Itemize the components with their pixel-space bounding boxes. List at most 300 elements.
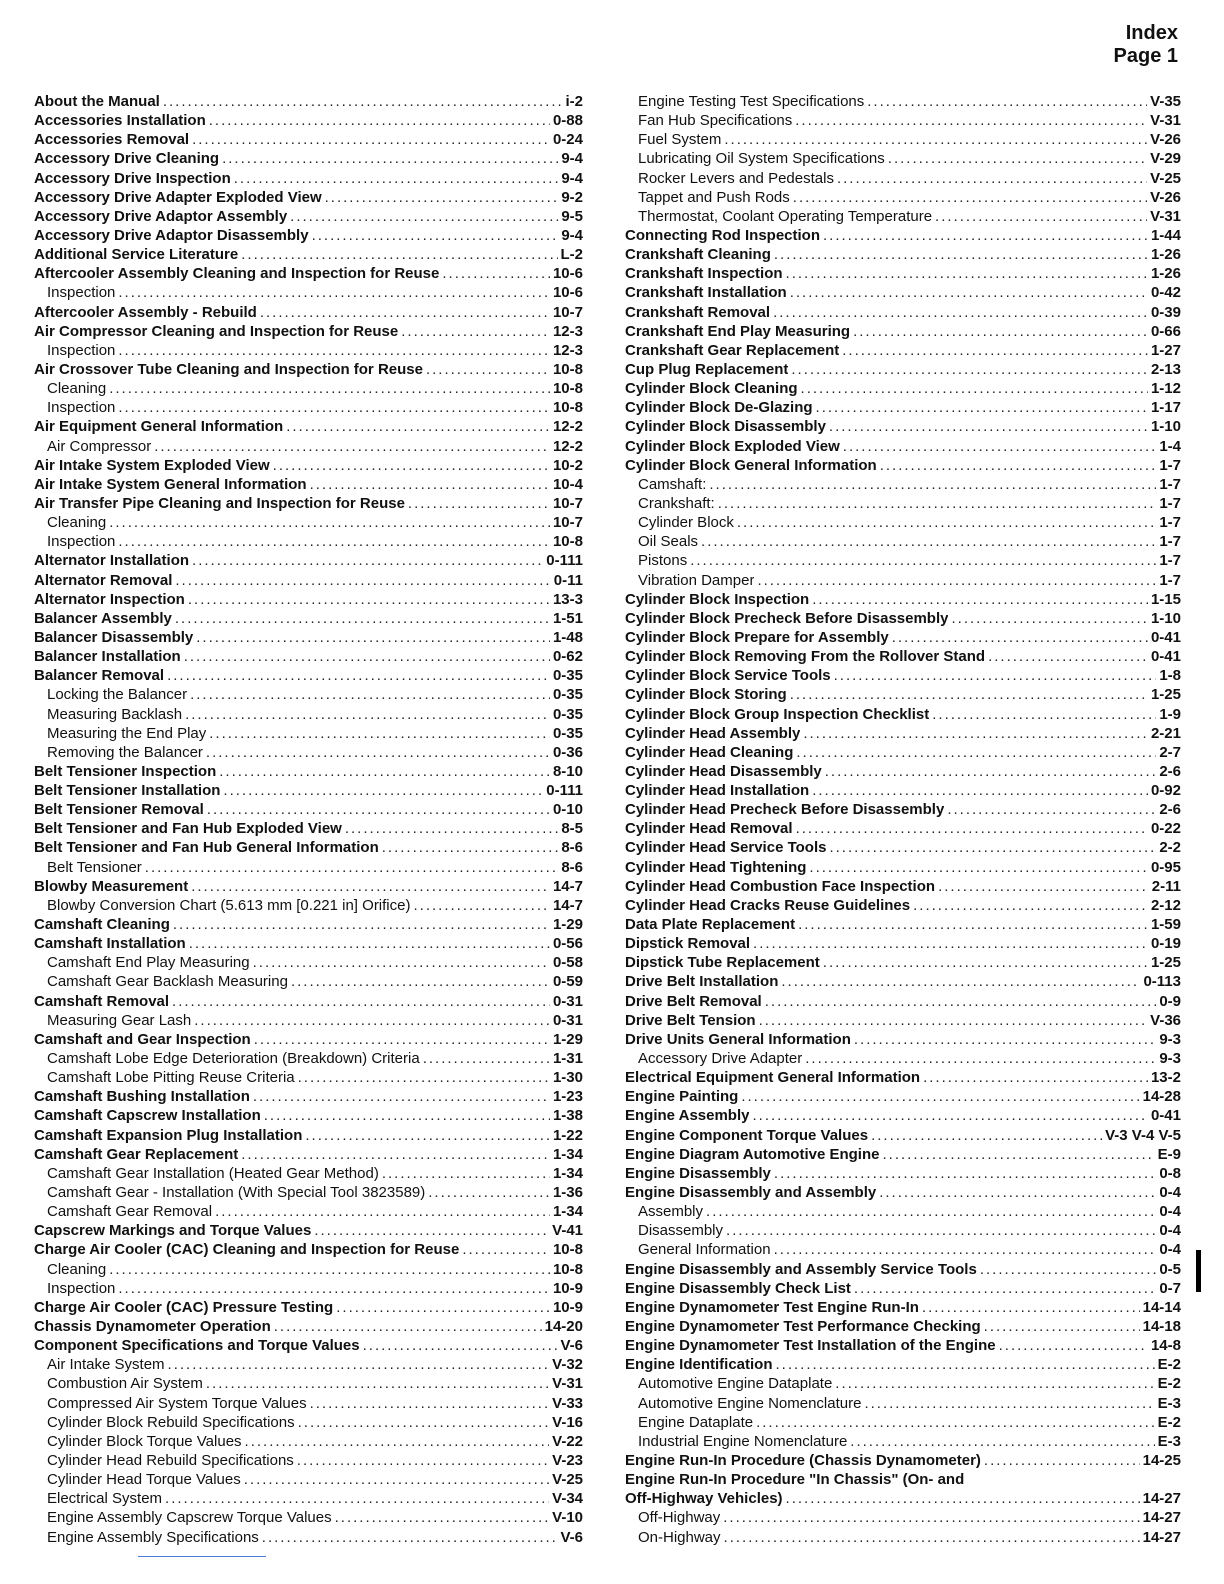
index-entry-title: Cylinder Head Precheck Before Disassembly bbox=[625, 801, 945, 819]
index-entry-title: Removing the Balancer bbox=[47, 743, 203, 761]
dot-leader bbox=[892, 628, 1148, 647]
dot-leader bbox=[737, 513, 1156, 532]
index-entry-title: Engine Disassembly and Assembly Service Tools bbox=[625, 1260, 977, 1278]
dot-leader bbox=[408, 494, 550, 513]
dot-leader bbox=[803, 724, 1148, 743]
dot-leader bbox=[988, 647, 1148, 666]
dot-leader bbox=[314, 1221, 549, 1240]
index-entry bbox=[625, 360, 1181, 379]
dot-leader bbox=[935, 207, 1147, 226]
index-entry bbox=[34, 1087, 583, 1106]
index-entry-page: 12-2 bbox=[552, 418, 583, 436]
index-entry-page: 2-21 bbox=[1150, 724, 1181, 742]
index-entry-page: V-6 bbox=[560, 1337, 583, 1355]
index-entry-title: Engine Identification bbox=[625, 1356, 773, 1374]
dot-leader bbox=[336, 1298, 550, 1317]
index-entry bbox=[625, 1164, 1181, 1183]
index-entry-page: 2-7 bbox=[1159, 743, 1181, 761]
index-entry-page: 14-27 bbox=[1142, 1509, 1181, 1527]
index-entry-title: Oil Seals bbox=[638, 533, 699, 551]
index-entry-title: Camshaft Lobe Pitting Reuse Criteria bbox=[47, 1069, 295, 1087]
index-entry-page: 10-8 bbox=[552, 399, 583, 417]
dot-leader bbox=[864, 1394, 1154, 1413]
dot-leader bbox=[752, 1106, 1147, 1125]
index-entry-title: Alternator Inspection bbox=[34, 590, 185, 608]
section-tab-marker bbox=[1196, 1250, 1201, 1292]
index-entry bbox=[34, 264, 583, 283]
index-entry bbox=[625, 1432, 1181, 1451]
index-entry-page: 0-58 bbox=[552, 954, 583, 972]
index-entry bbox=[34, 207, 583, 226]
index-entry-title: Aftercooler Assembly - Rebuild bbox=[34, 303, 257, 321]
index-entry bbox=[34, 188, 583, 207]
index-entry-page: V-31 bbox=[552, 1375, 583, 1393]
index-entry bbox=[34, 1221, 583, 1240]
index-entry-page: 12-3 bbox=[552, 341, 583, 359]
index-entry-page: 0-62 bbox=[552, 648, 583, 666]
index-entry bbox=[625, 532, 1181, 551]
index-entry-page: 1-36 bbox=[552, 1184, 583, 1202]
index-entry bbox=[625, 647, 1181, 666]
index-entry-page: 1-25 bbox=[1150, 954, 1181, 972]
index-entry-title: Cleaning bbox=[47, 1260, 107, 1278]
index-entry-page: 2-12 bbox=[1150, 896, 1181, 914]
index-entry-title: Rocker Levers and Pedestals bbox=[638, 169, 834, 187]
dot-leader bbox=[776, 1355, 1155, 1374]
index-entry-page: 14-28 bbox=[1142, 1088, 1181, 1106]
index-entry bbox=[34, 379, 583, 398]
dot-leader bbox=[823, 953, 1148, 972]
index-entry-title: Automotive Engine Dataplate bbox=[638, 1375, 833, 1393]
index-entry bbox=[625, 149, 1181, 168]
dot-leader bbox=[184, 647, 550, 666]
index-entry bbox=[625, 877, 1181, 896]
index-entry bbox=[625, 915, 1181, 934]
index-entry-page: 1-38 bbox=[552, 1107, 583, 1125]
index-entry-title: Crankshaft End Play Measuring bbox=[625, 322, 851, 340]
dot-leader bbox=[310, 475, 550, 494]
index-entry bbox=[625, 130, 1181, 149]
index-entry bbox=[625, 934, 1181, 953]
index-entry-page: 1-10 bbox=[1150, 609, 1181, 627]
dot-leader bbox=[264, 1106, 550, 1125]
index-entry bbox=[34, 705, 583, 724]
index-entry-title: Thermostat, Coolant Operating Temperature bbox=[638, 207, 933, 225]
index-entry-title: Belt Tensioner and Fan Hub Exploded View bbox=[34, 820, 342, 838]
dot-leader bbox=[401, 322, 550, 341]
index-entry-page: 0-113 bbox=[1143, 973, 1181, 991]
index-entry bbox=[625, 1049, 1181, 1068]
dot-leader bbox=[812, 781, 1148, 800]
index-entry-page: 10-6 bbox=[552, 265, 583, 283]
index-entry-page: 0-35 bbox=[552, 686, 583, 704]
index-entry-page: 1-7 bbox=[1159, 494, 1181, 512]
index-entry bbox=[625, 992, 1181, 1011]
index-entry-title: Belt Tensioner Installation bbox=[34, 782, 221, 800]
dot-leader bbox=[207, 800, 550, 819]
index-entry-page: 10-9 bbox=[552, 1279, 583, 1297]
index-entry-page: V-25 bbox=[1150, 169, 1181, 187]
dot-leader bbox=[298, 1068, 550, 1087]
index-entry-page: 0-22 bbox=[1150, 820, 1181, 838]
index-entry-title: Inspection bbox=[47, 399, 116, 417]
index-entry-page: V-36 bbox=[1150, 1011, 1181, 1029]
index-entry-title: Cylinder Block Removing From the Rollover Stand bbox=[625, 648, 986, 666]
index-entry bbox=[34, 762, 583, 781]
index-entry bbox=[625, 724, 1181, 743]
index-entry-page: V-31 bbox=[1150, 207, 1181, 225]
index-entry bbox=[34, 1528, 583, 1547]
index-entry bbox=[625, 379, 1181, 398]
index-entry-title: Combustion Air System bbox=[47, 1375, 203, 1393]
index-entry-title: Blowby Measurement bbox=[34, 877, 189, 895]
index-entry-title: Charge Air Cooler (CAC) Cleaning and Inspection for Reuse bbox=[34, 1241, 460, 1259]
index-entry-page: 0-10 bbox=[552, 801, 583, 819]
index-entry-title: Cylinder Block Disassembly bbox=[625, 418, 826, 436]
dot-leader bbox=[191, 877, 550, 896]
index-entry-title: Off-Highway bbox=[638, 1509, 721, 1527]
index-entry-page: V-10 bbox=[552, 1509, 583, 1527]
dot-leader bbox=[145, 858, 559, 877]
index-entry-title: Engine Disassembly bbox=[625, 1164, 771, 1182]
dot-leader bbox=[843, 437, 1157, 456]
dot-leader bbox=[805, 1049, 1156, 1068]
index-entry-page: 1-25 bbox=[1150, 686, 1181, 704]
dot-leader bbox=[795, 111, 1147, 130]
index-entry-page: 0-24 bbox=[552, 131, 583, 149]
index-entry-title: Tappet and Push Rods bbox=[638, 188, 790, 206]
dot-leader bbox=[206, 1374, 549, 1393]
dot-leader bbox=[791, 360, 1148, 379]
index-entry-page: 9-3 bbox=[1159, 1050, 1181, 1068]
index-entry-page: 10-8 bbox=[552, 1241, 583, 1259]
index-entry bbox=[625, 743, 1181, 762]
index-entry bbox=[34, 1413, 583, 1432]
dot-leader bbox=[254, 1030, 550, 1049]
index-entry-page: V-41 bbox=[552, 1222, 583, 1240]
index-entry-title: Camshaft Bushing Installation bbox=[34, 1088, 250, 1106]
index-entry bbox=[34, 1011, 583, 1030]
dot-leader bbox=[223, 781, 543, 800]
index-entry bbox=[625, 437, 1181, 456]
index-entry bbox=[34, 953, 583, 972]
index-entry-title: Cylinder Block Storing bbox=[625, 686, 787, 704]
index-entry-title: Cylinder Head Cracks Reuse Guidelines bbox=[625, 896, 911, 914]
index-entry-page: 0-39 bbox=[1150, 303, 1181, 321]
dot-leader bbox=[209, 111, 550, 130]
index-entry-title: Crankshaft Gear Replacement bbox=[625, 341, 840, 359]
index-entry-page: 0-92 bbox=[1150, 782, 1181, 800]
dot-leader bbox=[854, 1030, 1156, 1049]
index-entry-title: Engine Run-In Procedure (Chassis Dynamometer) bbox=[625, 1451, 981, 1469]
dot-leader bbox=[690, 551, 1156, 570]
index-entry-page: 1-22 bbox=[552, 1126, 583, 1144]
index-entry-title: Data Plate Replacement bbox=[625, 916, 796, 934]
index-entry-page: 8-6 bbox=[561, 839, 583, 857]
index-entry bbox=[625, 417, 1181, 436]
index-entry bbox=[625, 590, 1181, 609]
index-entry-page: V-25 bbox=[552, 1471, 583, 1489]
dot-leader bbox=[305, 1126, 550, 1145]
index-entry bbox=[625, 1470, 1181, 1489]
index-entry bbox=[625, 1413, 1181, 1432]
index-entry-page: 1-4 bbox=[1159, 437, 1181, 455]
index-entry-title: Inspection bbox=[47, 533, 116, 551]
index-entry-title: Air Compressor bbox=[47, 437, 152, 455]
dot-leader bbox=[209, 724, 550, 743]
dot-leader bbox=[774, 245, 1148, 264]
index-entry-page: 0-111 bbox=[546, 552, 583, 570]
index-entry bbox=[625, 1508, 1181, 1527]
index-entry bbox=[625, 666, 1181, 685]
index-entry bbox=[625, 1355, 1181, 1374]
dot-leader bbox=[206, 743, 550, 762]
dot-leader bbox=[871, 1126, 1102, 1145]
index-entry-title: Cylinder Head Rebuild Specifications bbox=[47, 1451, 294, 1469]
index-entry bbox=[34, 781, 583, 800]
index-entry-title: Industrial Engine Nomenclature bbox=[638, 1432, 848, 1450]
dot-leader bbox=[241, 1145, 550, 1164]
index-entry-title: Cylinder Head Tightening bbox=[625, 858, 807, 876]
index-entry-title: Cylinder Block Rebuild Specifications bbox=[47, 1413, 295, 1431]
index-entry-title: Engine Dynamometer Test Engine Run-In bbox=[625, 1298, 919, 1316]
index-entry bbox=[34, 1202, 583, 1221]
index-entry-title: Cylinder Block Exploded View bbox=[625, 437, 840, 455]
index-entry-title: Belt Tensioner Removal bbox=[34, 801, 204, 819]
index-entry-page: 9-4 bbox=[561, 169, 583, 187]
index-entry-page: 14-20 bbox=[544, 1318, 583, 1335]
dot-leader bbox=[922, 1298, 1140, 1317]
index-entry bbox=[34, 1279, 583, 1298]
index-entry-page: 14-7 bbox=[552, 877, 583, 895]
dot-leader bbox=[798, 915, 1148, 934]
index-entry bbox=[625, 169, 1181, 188]
index-entry bbox=[625, 1298, 1181, 1317]
index-entry-title: Off-Highway Vehicles) bbox=[625, 1490, 783, 1508]
index-entry bbox=[34, 149, 583, 168]
index-entry-page: 1-9 bbox=[1159, 705, 1181, 723]
dot-leader bbox=[273, 456, 550, 475]
index-entry-page: 0-36 bbox=[552, 743, 583, 761]
dot-leader bbox=[726, 1221, 1156, 1240]
index-entry-title: Camshaft Removal bbox=[34, 992, 170, 1010]
index-entry bbox=[625, 705, 1181, 724]
index-entry bbox=[34, 571, 583, 590]
dot-leader bbox=[701, 532, 1156, 551]
index-entry-title: Cylinder Block Cleaning bbox=[625, 380, 798, 398]
index-entry bbox=[34, 1164, 583, 1183]
index-entry-page: 0-19 bbox=[1150, 935, 1181, 953]
index-entry-title: Inspection bbox=[47, 341, 116, 359]
index-entry-title: Engine Assembly Capscrew Torque Values bbox=[47, 1509, 332, 1527]
index-entry bbox=[625, 628, 1181, 647]
dot-leader bbox=[118, 341, 550, 360]
index-entry-title: Engine Component Torque Values bbox=[625, 1126, 869, 1144]
index-entry bbox=[625, 92, 1181, 111]
dot-leader bbox=[462, 1240, 550, 1259]
index-entry-title: Air Transfer Pipe Cleaning and Inspection for Reuse bbox=[34, 494, 405, 512]
dot-leader bbox=[786, 264, 1148, 283]
dot-leader bbox=[812, 590, 1148, 609]
index-entry-title: Engine Disassembly Check List bbox=[625, 1279, 851, 1297]
index-entry-title: Camshaft: bbox=[638, 475, 707, 493]
dot-leader bbox=[829, 417, 1148, 436]
index-entry-title: Air Equipment General Information bbox=[34, 418, 284, 436]
dot-leader bbox=[984, 1317, 1140, 1336]
index-entry bbox=[34, 877, 583, 896]
index-entry-title: Drive Belt Tension bbox=[625, 1011, 756, 1029]
dot-leader bbox=[809, 858, 1148, 877]
index-entry-title: Inspection bbox=[47, 284, 116, 302]
dot-leader bbox=[867, 92, 1147, 111]
index-column-left bbox=[34, 92, 583, 1547]
index-entry bbox=[625, 858, 1181, 877]
index-entry-title: Cylinder Head Installation bbox=[625, 782, 810, 800]
index-entry bbox=[625, 264, 1181, 283]
index-entry-title: Cylinder Head Combustion Face Inspection bbox=[625, 877, 936, 895]
index-entry bbox=[34, 743, 583, 762]
index-entry-title: Camshaft End Play Measuring bbox=[47, 954, 250, 972]
index-entry-page: 10-7 bbox=[552, 303, 583, 321]
index-entry bbox=[34, 1145, 583, 1164]
index-entry-page: 13-2 bbox=[1150, 1069, 1181, 1087]
index-entry-title: Engine Run-In Procedure "In Chassis" (On- and bbox=[625, 1471, 965, 1489]
index-entry bbox=[34, 360, 583, 379]
index-entry-page: 1-12 bbox=[1150, 380, 1181, 398]
index-entry bbox=[625, 762, 1181, 781]
dot-leader bbox=[260, 303, 550, 322]
index-entry-title: Crankshaft: bbox=[638, 494, 715, 512]
index-entry-page: 1-34 bbox=[552, 1145, 583, 1163]
index-entry bbox=[625, 1221, 1181, 1240]
index-entry-page: 10-8 bbox=[552, 360, 583, 378]
dot-leader bbox=[756, 1413, 1155, 1432]
index-entry-title: Air Compressor Cleaning and Inspection for Reuse bbox=[34, 322, 399, 340]
dot-leader bbox=[262, 1528, 558, 1547]
index-entry bbox=[625, 1145, 1181, 1164]
index-entry-page: V-26 bbox=[1150, 188, 1181, 206]
index-entry-title: Cleaning bbox=[47, 380, 107, 398]
index-entry bbox=[34, 1470, 583, 1489]
dot-leader bbox=[773, 303, 1148, 322]
index-entry-title: Cylinder Block Service Tools bbox=[625, 667, 831, 685]
index-entry-title: Accessory Drive Adaptor Disassembly bbox=[34, 226, 309, 244]
index-entry bbox=[625, 1183, 1181, 1202]
index-entry-title: Cylinder Head Assembly bbox=[625, 724, 801, 742]
index-entry-title: Cleaning bbox=[47, 514, 107, 532]
index-entry-page: 9-3 bbox=[1159, 1030, 1181, 1048]
index-entry bbox=[625, 972, 1181, 991]
dot-leader bbox=[118, 1279, 550, 1298]
index-entry-title: Cylinder Head Cleaning bbox=[625, 743, 794, 761]
dot-leader bbox=[999, 1336, 1148, 1355]
index-entry bbox=[34, 322, 583, 341]
index-entry-title: Cylinder Block Group Inspection Checklist bbox=[625, 705, 930, 723]
dot-leader bbox=[796, 819, 1148, 838]
index-entry-page: 10-6 bbox=[552, 284, 583, 302]
index-entry bbox=[34, 934, 583, 953]
index-entry-page: 14-8 bbox=[1150, 1337, 1181, 1355]
index-entry bbox=[34, 724, 583, 743]
index-entry bbox=[625, 800, 1181, 819]
index-entry-page: 1-23 bbox=[552, 1088, 583, 1106]
index-entry bbox=[625, 1126, 1181, 1145]
index-entry-page: 1-7 bbox=[1159, 533, 1181, 551]
index-entry-page: 2-2 bbox=[1159, 839, 1181, 857]
index-entry-page: 1-30 bbox=[552, 1069, 583, 1087]
index-entry-page: 1-59 bbox=[1150, 916, 1181, 934]
index-entry-page: V-23 bbox=[552, 1451, 583, 1469]
index-entry bbox=[625, 111, 1181, 130]
index-entry-title: Air Crossover Tube Cleaning and Inspection for Reuse bbox=[34, 360, 423, 378]
dot-leader bbox=[774, 1164, 1156, 1183]
dot-leader bbox=[109, 1260, 550, 1279]
dot-leader bbox=[442, 264, 550, 283]
dot-leader bbox=[724, 1528, 1140, 1547]
index-entry bbox=[625, 838, 1181, 857]
index-entry bbox=[34, 1336, 583, 1355]
dot-leader bbox=[781, 972, 1140, 991]
dot-leader bbox=[253, 953, 550, 972]
index-entry-title: Electrical System bbox=[47, 1490, 163, 1508]
index-entry-title: Belt Tensioner bbox=[47, 858, 142, 876]
index-entry bbox=[625, 1260, 1181, 1279]
dot-leader bbox=[154, 437, 550, 456]
dot-leader bbox=[790, 283, 1148, 302]
index-entry bbox=[625, 207, 1181, 226]
index-entry bbox=[625, 475, 1181, 494]
index-entry-title: Camshaft Capscrew Installation bbox=[34, 1107, 261, 1125]
index-entry bbox=[34, 685, 583, 704]
dot-leader bbox=[192, 130, 550, 149]
index-entry-page: 0-66 bbox=[1150, 322, 1181, 340]
index-entry bbox=[34, 513, 583, 532]
index-entry-page: 1-10 bbox=[1150, 418, 1181, 436]
index-entry-page: 1-7 bbox=[1159, 456, 1181, 474]
index-entry-page: 0-35 bbox=[552, 724, 583, 742]
dot-leader bbox=[853, 322, 1148, 341]
index-entry-title: Camshaft Cleaning bbox=[34, 916, 170, 934]
dot-leader bbox=[312, 226, 559, 245]
dot-leader bbox=[215, 1202, 550, 1221]
dot-leader bbox=[109, 513, 550, 532]
dot-leader bbox=[984, 1451, 1140, 1470]
index-entry-title: Measuring Gear Lash bbox=[47, 1011, 192, 1029]
dot-leader bbox=[790, 685, 1148, 704]
dot-leader bbox=[888, 149, 1147, 168]
index-entry-page: 0-41 bbox=[1150, 648, 1181, 666]
index-entry-page: 2-6 bbox=[1159, 801, 1181, 819]
index-entry-page: 2-13 bbox=[1150, 360, 1181, 378]
index-entry-page: E-2 bbox=[1157, 1413, 1181, 1431]
dot-leader bbox=[938, 877, 1149, 896]
index-entry bbox=[625, 398, 1181, 417]
dot-leader bbox=[801, 379, 1148, 398]
index-entry-page: 0-111 bbox=[546, 782, 583, 800]
index-entry-title: On-Highway bbox=[638, 1528, 721, 1546]
index-entry-title: Balancer Disassembly bbox=[34, 628, 194, 646]
index-entry bbox=[625, 513, 1181, 532]
dot-leader bbox=[188, 590, 550, 609]
index-entry-page: 2-11 bbox=[1151, 877, 1181, 895]
dot-leader bbox=[793, 188, 1147, 207]
dot-leader bbox=[834, 666, 1157, 685]
index-entry-title: Cylinder Block bbox=[638, 514, 734, 532]
index-entry-page: V-22 bbox=[552, 1432, 583, 1450]
dot-leader bbox=[947, 800, 1156, 819]
index-entry-title: Camshaft Expansion Plug Installation bbox=[34, 1126, 303, 1144]
dot-leader bbox=[706, 1202, 1156, 1221]
